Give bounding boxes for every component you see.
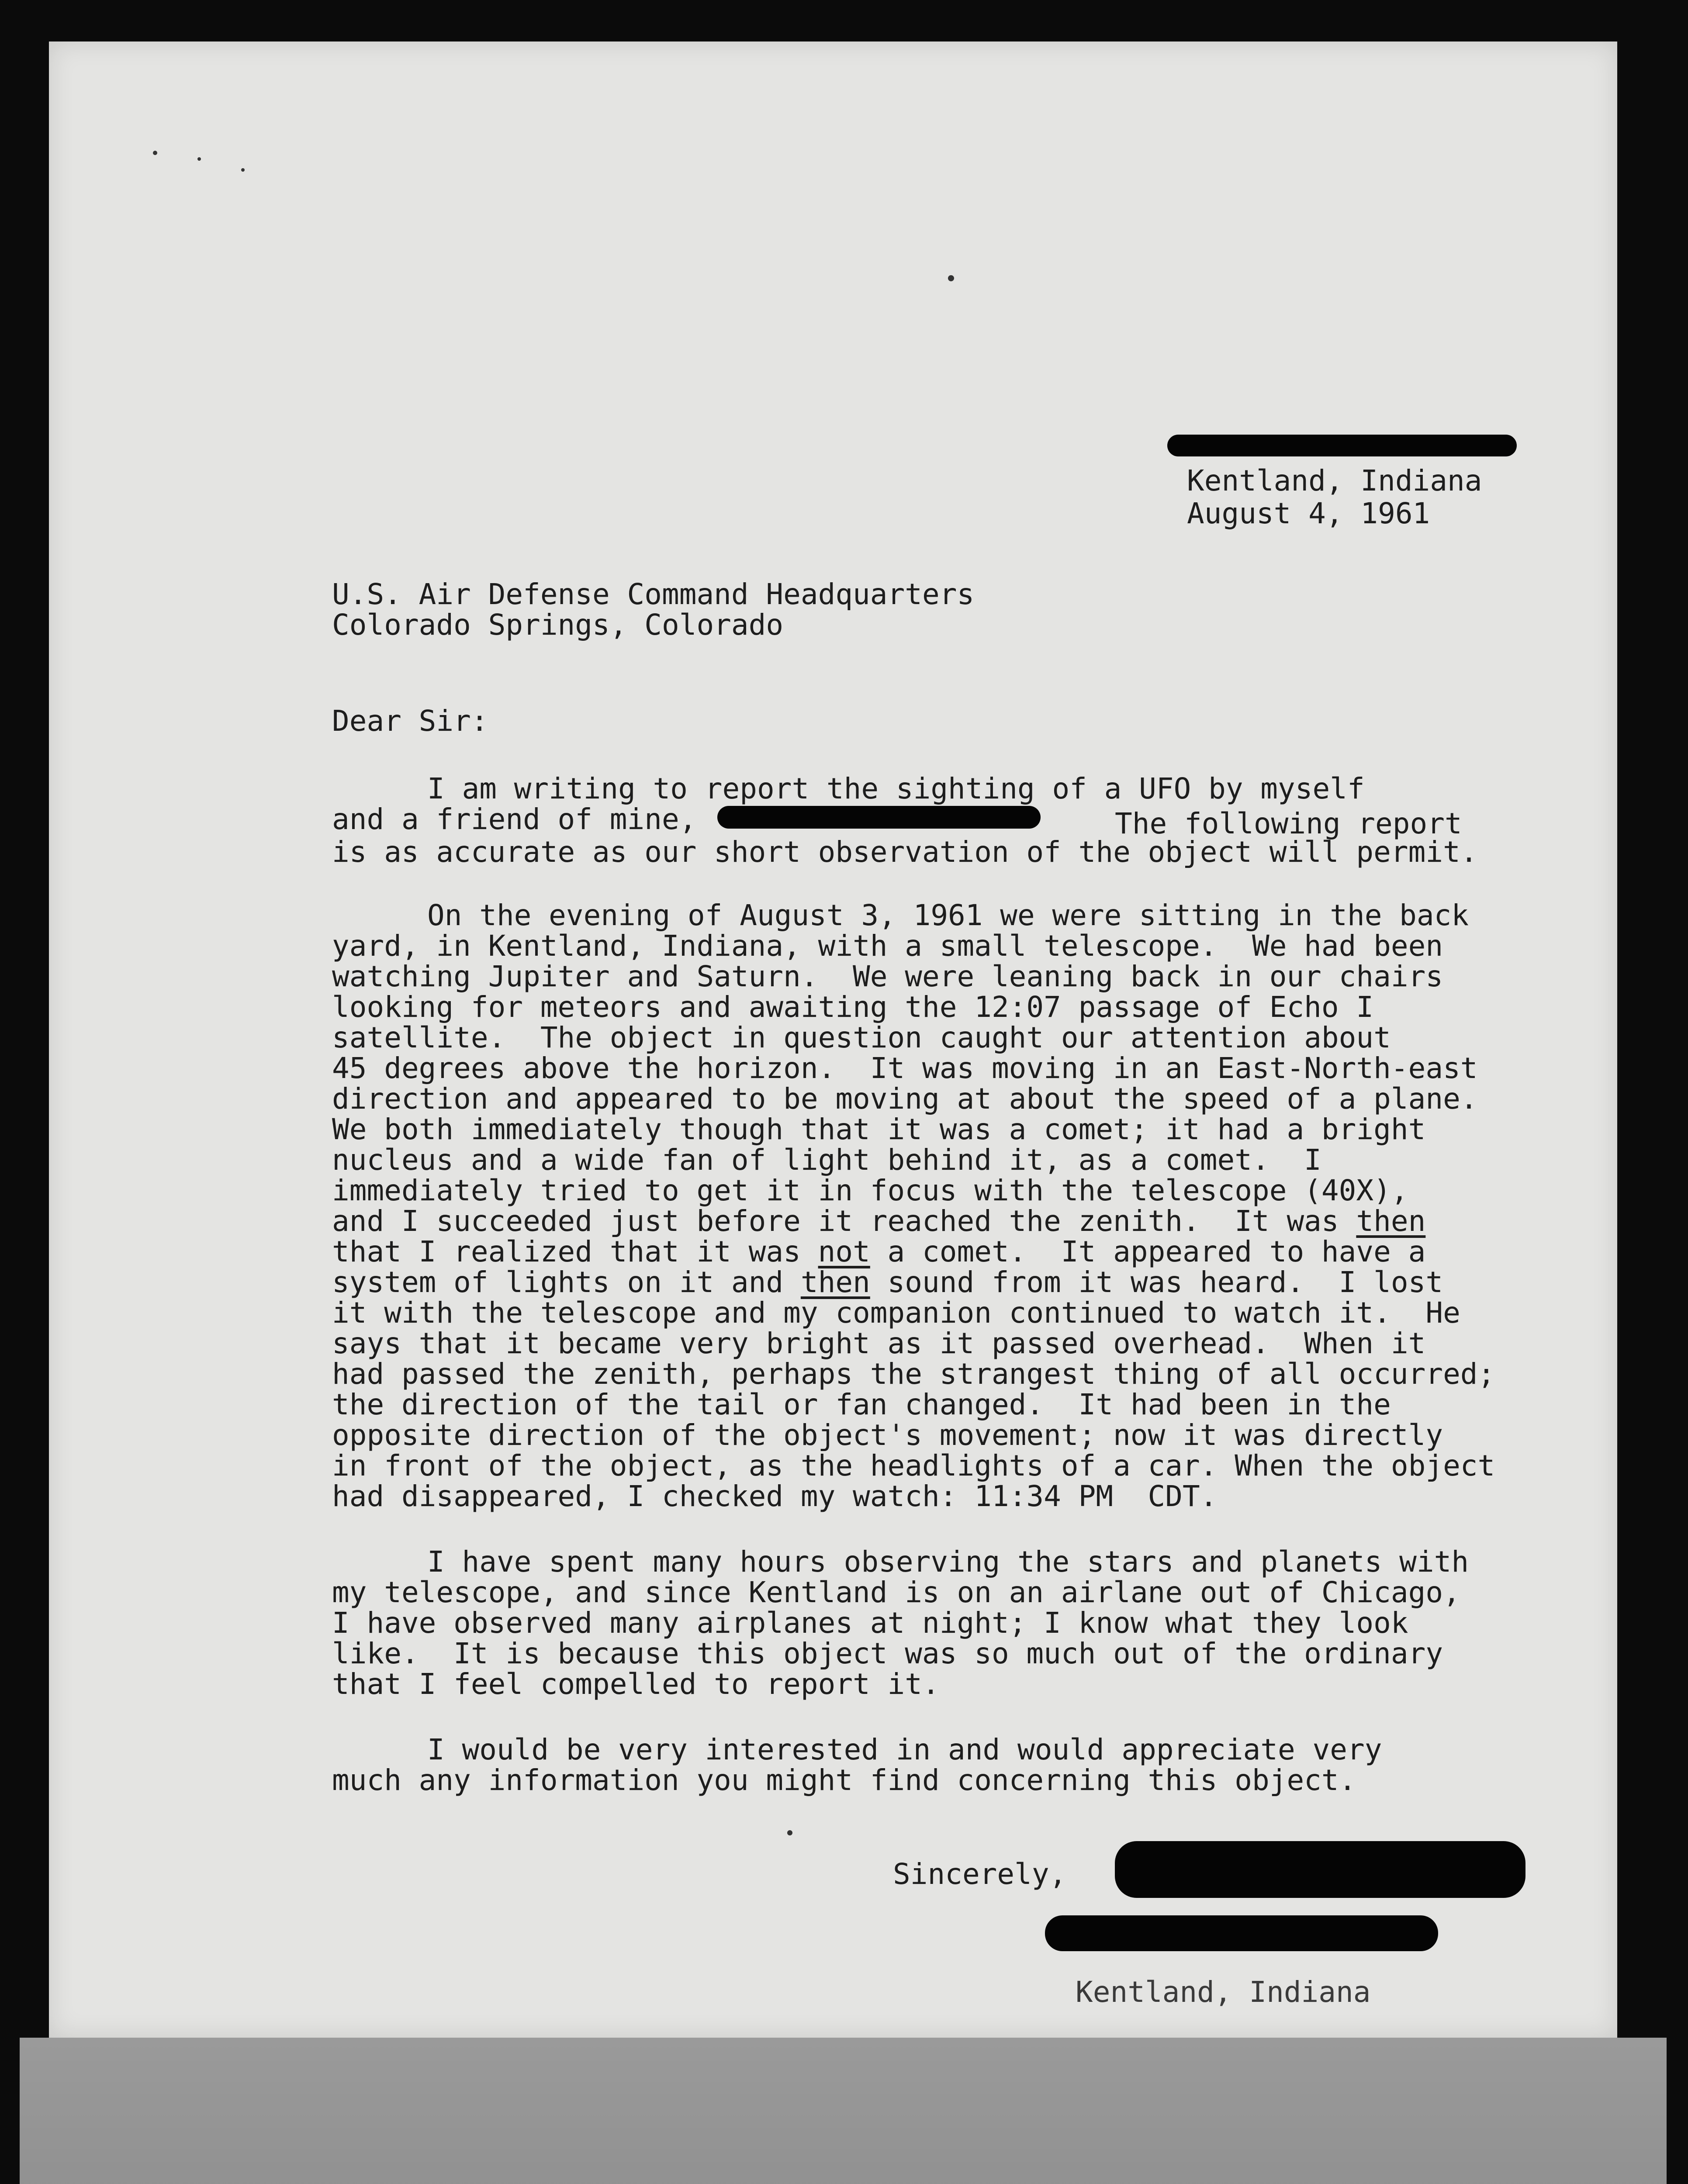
paragraph-1-line-2b: The following report xyxy=(1115,807,1462,840)
underlined-then: then xyxy=(800,1265,870,1299)
redaction-bar xyxy=(1167,435,1517,456)
recipient-line-2: Colorado Springs, Colorado xyxy=(332,608,784,642)
underlined-then: then xyxy=(1356,1204,1426,1238)
paragraph-2-line-3: watching Jupiter and Saturn. We were leaning back in our chairs xyxy=(332,960,1443,993)
paragraph-2-line-16: had passed the zenith, perhaps the strangest thing of all occurred; xyxy=(332,1357,1495,1391)
signature-redaction xyxy=(1115,1841,1525,1898)
paragraph-2-line-14: it with the telescope and my companion continued to watch it. He xyxy=(332,1296,1460,1330)
paragraph-1-line-3: is as accurate as our short observation of the object will permit. xyxy=(332,835,1478,869)
recipient-line-1: U.S. Air Defense Command Headquarters xyxy=(332,577,975,611)
paragraph-2-line-13-text: system of lights on it and xyxy=(332,1265,801,1299)
paragraph-2-line-7: direction and appeared to be moving at about the speed of a plane. xyxy=(332,1082,1478,1116)
paragraph-2-line-6: 45 degrees above the horizon. It was moving in an East-North-east xyxy=(332,1051,1478,1085)
redaction-bar xyxy=(717,806,1041,829)
paragraph-2-line-13 xyxy=(332,1267,1443,1298)
paragraph-2-line-11 xyxy=(332,1206,1425,1237)
letter-page xyxy=(49,41,1617,2038)
paragraph-2-line-12-rest: a comet. It appeared to have a xyxy=(870,1235,1426,1268)
speck-mark xyxy=(153,151,157,155)
paragraph-2-line-12 xyxy=(332,1236,1425,1268)
paragraph-3-line-3: I have observed many airplanes at night; I know what they look xyxy=(332,1606,1408,1640)
paragraph-1-line-1: I am writing to report the sighting of a UFO by myself xyxy=(427,772,1365,805)
speck-mark xyxy=(787,1830,792,1835)
paragraph-4-line-2: much any information you might find concerning this object. xyxy=(332,1763,1356,1797)
speck-mark xyxy=(241,168,245,172)
speck-mark xyxy=(197,157,201,161)
paragraph-2-line-19: in front of the object, as the headlights of a car. When the object xyxy=(332,1449,1495,1482)
paragraph-2-line-13-rest: sound from it was heard. I lost xyxy=(870,1265,1443,1299)
paragraph-2-line-18: opposite direction of the object's movement; now it was directly xyxy=(332,1418,1443,1452)
paragraph-2-line-4: looking for meteors and awaiting the 12:07 passage of Echo I xyxy=(332,990,1374,1024)
paragraph-2-line-5: satellite. The object in question caught our attention about xyxy=(332,1021,1391,1054)
paragraph-2-line-11-text: and I succeeded just before it reached the zenith. It was xyxy=(332,1204,1356,1238)
paragraph-3-line-1: I have spent many hours observing the stars and planets with xyxy=(427,1545,1469,1579)
paragraph-2-line-9: nucleus and a wide fan of light behind it, as a comet. I xyxy=(332,1143,1321,1177)
header-city-state: Kentland, Indiana xyxy=(1187,464,1482,498)
paragraph-2-line-15: says that it became very bright as it passed overhead. When it xyxy=(332,1327,1426,1360)
closing-sign-off: Sincerely, xyxy=(893,1857,1067,1891)
paragraph-2-line-10: immediately tried to get it in focus with the telescope (40X), xyxy=(332,1174,1408,1207)
redaction-bar xyxy=(1045,1915,1438,1951)
closing-location: Kentland, Indiana xyxy=(1076,1975,1371,2009)
speck-mark xyxy=(948,275,954,281)
paragraph-3-line-4: like. It is because this object was so much out of the ordinary xyxy=(332,1637,1443,1670)
paragraph-2-line-2: yard, in Kentland, Indiana, with a small telescope. We had been xyxy=(332,929,1443,963)
paragraph-2-line-17: the direction of the tail or fan changed. It had been in the xyxy=(332,1388,1391,1421)
paragraph-4-line-1: I would be very interested in and would appreciate very xyxy=(427,1733,1382,1766)
paragraph-2-line-12-text: that I realized that it was xyxy=(332,1235,818,1268)
paragraph-3-line-2: my telescope, and since Kentland is on an airlane out of Chicago, xyxy=(332,1576,1460,1609)
paragraph-2-line-8: We both immediately though that it was a comet; it had a bright xyxy=(332,1113,1426,1146)
paragraph-3-line-5: that I feel compelled to report it. xyxy=(332,1667,940,1701)
underlined-not: not xyxy=(818,1235,870,1268)
paragraph-1-line-2a: and a friend of mine, xyxy=(332,802,697,836)
paragraph-2-line-20: had disappeared, I checked my watch: 11:34 PM CDT. xyxy=(332,1479,1218,1513)
paragraph-2-line-1: On the evening of August 3, 1961 we were sitting in the back xyxy=(427,898,1469,932)
header-date: August 4, 1961 xyxy=(1187,497,1430,530)
salutation: Dear Sir: xyxy=(332,704,488,738)
lower-sheet-background xyxy=(20,2038,1667,2184)
